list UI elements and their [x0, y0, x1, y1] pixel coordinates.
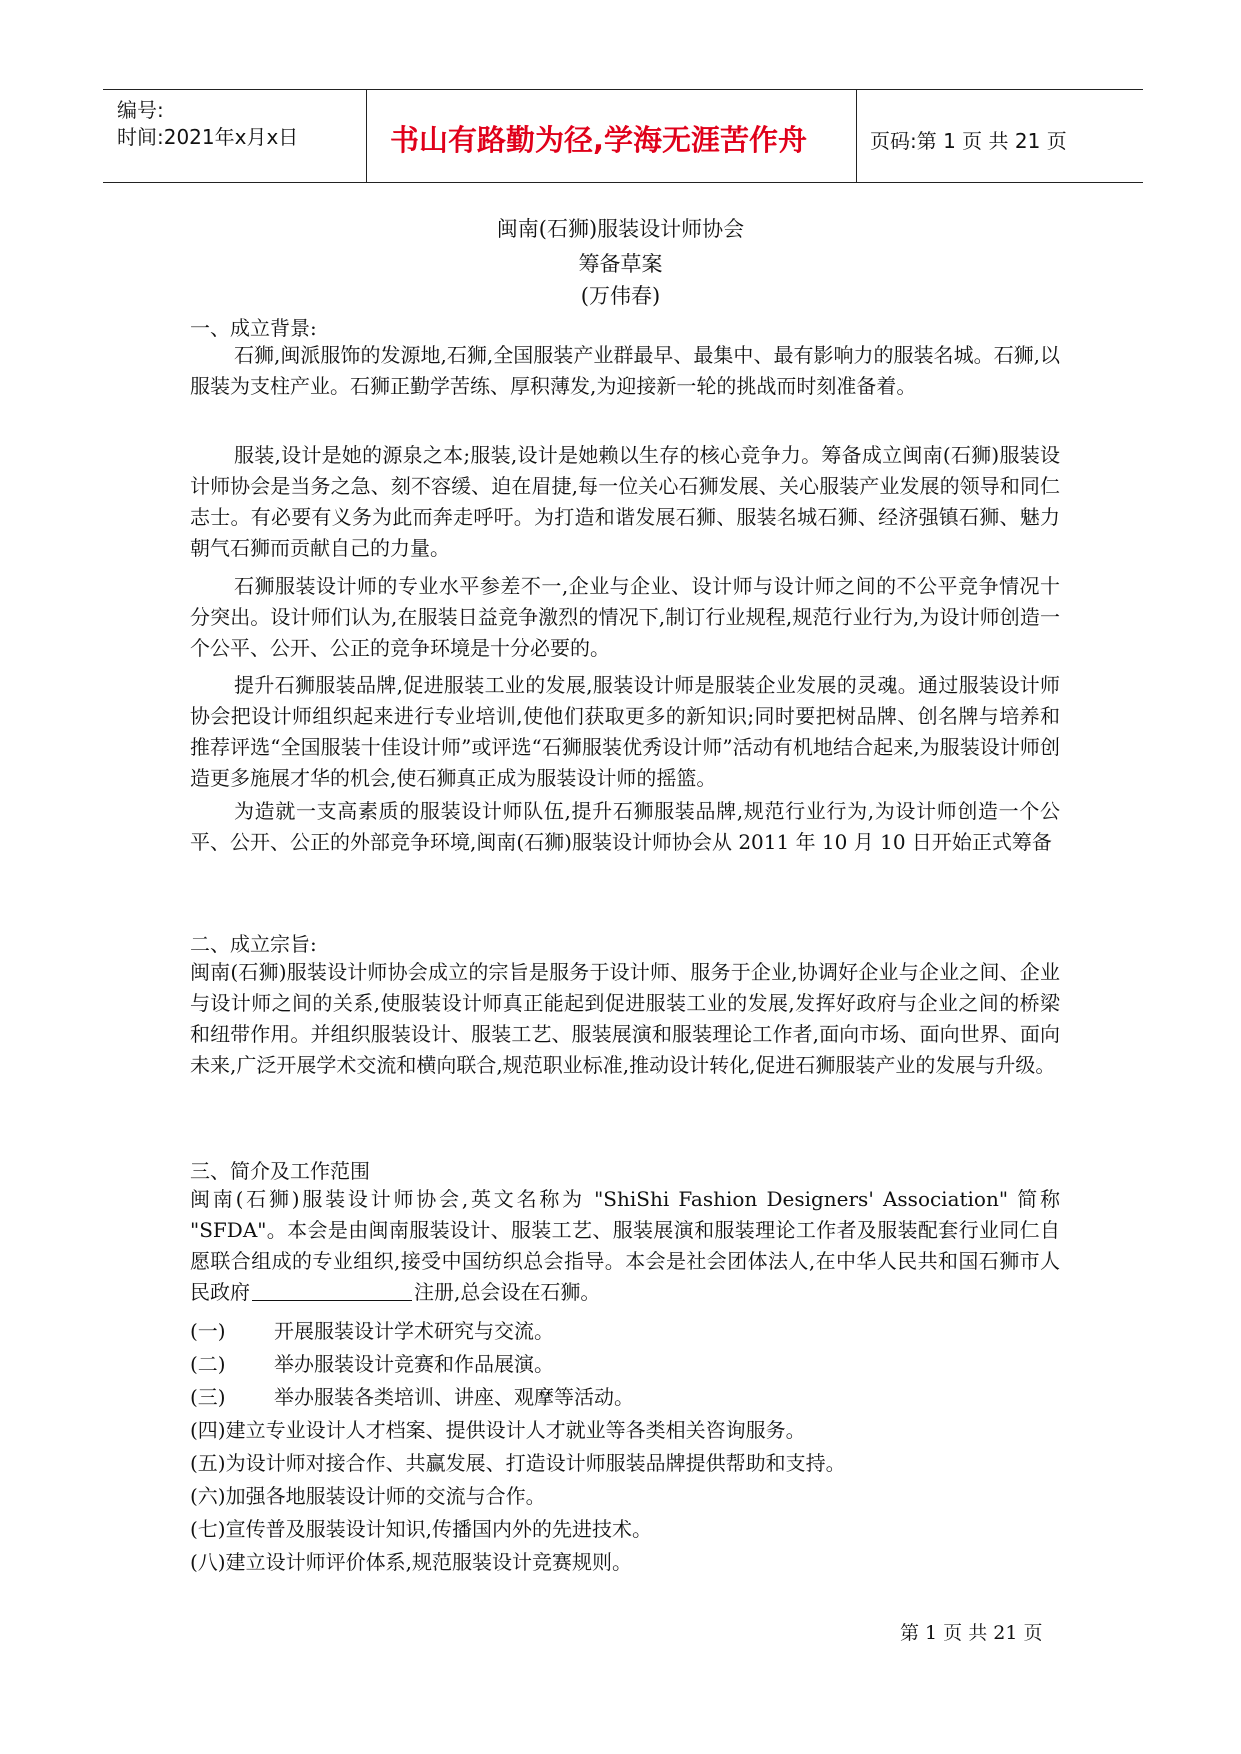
paragraph-background-2: 服装,设计是她的源泉之本;服装,设计是她赖以生存的核心竞争力。筹备成立闽南(石狮)服装设计师协会是当务之急、刻不容缓、迫在眉捷,每一位关心石狮发展、关心服装产业发展的领导和同仁志士。有必要有义务为此而奔走呼吁。为打造和谐发展石狮、服装名城石狮、经济强镇石狮、魅力朝气石狮而贡献自己的力量。 — [190, 443, 1060, 560]
paragraph-background-4: 提升石狮服装品牌,促进服装工业的发展,服装设计师是服装企业发展的灵魂。通过服装设计师协会把设计师组织起来进行专业培训,使他们获取更多的新知识;同时要把树品牌、创名牌与培养和推荐评选“全国服装十佳设计师”或评选“石狮服装优秀设计师”活动有机地结合起来,为服装设计师创造更多施展才华的机会,使石狮真正成为服装设计师的摇篮。 — [190, 673, 1060, 790]
list-item-number: (二) — [190, 1352, 226, 1376]
header-divider-left — [366, 90, 367, 182]
registration-blank — [252, 1282, 412, 1301]
page-footer: 第 1 页 共 21 页 — [900, 1622, 1043, 1644]
header-page-label: 页码:第 1 页 共 21 页 — [870, 129, 1067, 153]
list-item: (七)宣传普及服装设计知识,传播国内外的先进技术。 — [190, 1517, 652, 1541]
section-heading-purpose: 二、成立宗旨: — [190, 932, 317, 956]
list-item — [190, 1315, 554, 1344]
list-item-number: (一) — [190, 1319, 226, 1343]
document-number-label: 编号: — [117, 98, 164, 122]
list-item-text: 举办服装各类培训、讲座、观摩等活动。 — [274, 1385, 634, 1409]
section-heading-background: 一、成立背景: — [190, 316, 317, 340]
list-item-text: 举办服装设计竞赛和作品展演。 — [274, 1352, 554, 1376]
header-motto: 书山有路勤为径,学海无涯苦作舟 — [390, 123, 808, 157]
section-heading-scope: 三、简介及工作范围 — [190, 1159, 370, 1183]
header-divider-right — [856, 90, 857, 182]
list-item: (五)为设计师对接合作、共赢发展、打造设计师服装品牌提供帮助和支持。 — [190, 1451, 846, 1475]
list-item — [190, 1348, 554, 1377]
list-item — [190, 1381, 634, 1410]
document-subtitle: 筹备草案 — [578, 252, 663, 276]
document-title: 闽南(石狮)服装设计师协会 — [496, 217, 745, 241]
paragraph-background-5: 为造就一支高素质的服装设计师队伍,提升石狮服装品牌,规范行业行为,为设计师创造一个公平、公开、公正的外部竞争环境,闽南(石狮)服装设计师协会从 2011 年 10 月 10 日开始正式筹备 — [190, 799, 1060, 854]
paragraph-purpose: 闽南(石狮)服装设计师协会成立的宗旨是服务于设计师、服务于企业,协调好企业与企业之间、企业与设计师之间的关系,使服装设计师真正能起到促进服装工业的发展,发挥好政府与企业之间的桥梁和纽带作用。并组织服装设计、服装工艺、服装展演和服装理论工作者,面向市场、面向世界、面向未来,广泛开展学术交流和横向联合,规范职业标准,推动设计转化,促进石狮服装产业的发展与升级。 — [190, 960, 1060, 1077]
paragraph-scope-intro — [190, 1184, 1060, 1308]
list-item: (四)建立专业设计人才档案、提供设计人才就业等各类相关咨询服务。 — [190, 1418, 806, 1442]
list-item: (六)加强各地服装设计师的交流与合作。 — [190, 1484, 546, 1508]
header-bottom-rule — [103, 182, 1143, 183]
document-time-label: 时间:2021年x月x日 — [117, 125, 299, 149]
list-item-text: 开展服装设计学术研究与交流。 — [274, 1319, 554, 1343]
document-author: (万伟春) — [580, 284, 661, 308]
scope-intro-text-end: 注册,总会设在石狮。 — [414, 1280, 601, 1304]
header-top-rule — [103, 89, 1143, 90]
scope-intro-text: 闽南(石狮)服装设计师协会,英文名称为 "ShiShi Fashion Designers' Association" 简称 "SFDA"。本会是由闽南服装设计、服装工艺、服装展演和服装理论工作者及服装配套行业同仁自愿联合组成的专业组织,接受中国纺织总会指导。本会是社会团体法人,在中华人民共和国石狮市人民政府 — [190, 1187, 1060, 1304]
list-item-number: (三) — [190, 1385, 226, 1409]
paragraph-background-3: 石狮服装设计师的专业水平参差不一,企业与企业、设计师与设计师之间的不公平竞争情况十分突出。设计师们认为,在服装日益竞争激烈的情况下,制订行业规程,规范行业行为,为设计师创造一个公平、公开、公正的竞争环境是十分必要的。 — [190, 574, 1060, 660]
paragraph-background-1: 石狮,闽派服饰的发源地,石狮,全国服装产业群最早、最集中、最有影响力的服装名城。石狮,以服装为支柱产业。石狮正勤学苦练、厚积薄发,为迎接新一轮的挑战而时刻准备着。 — [190, 343, 1060, 398]
list-item: (八)建立设计师评价体系,规范服装设计竞赛规则。 — [190, 1550, 632, 1574]
